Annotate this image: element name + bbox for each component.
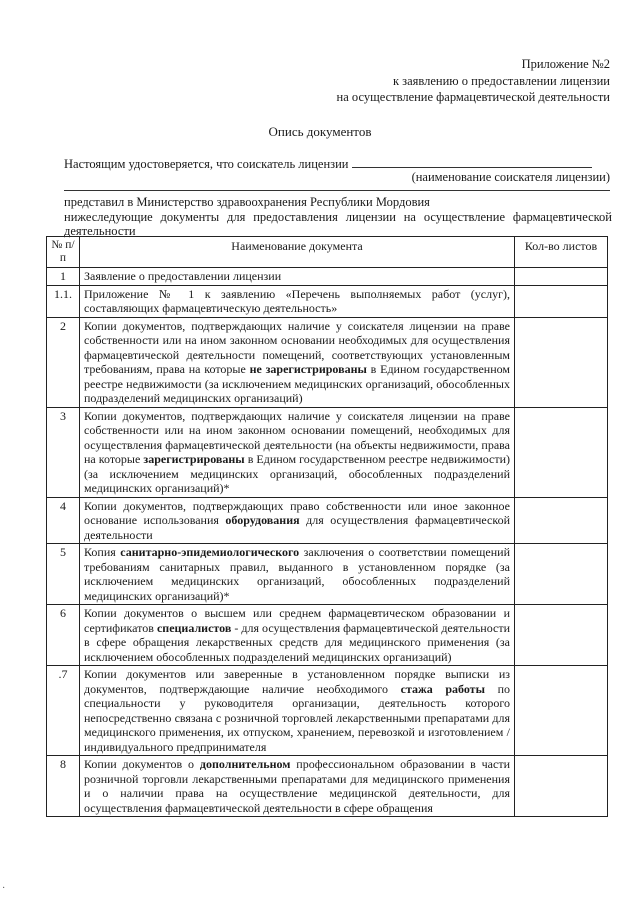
document-name-text: для осуществления фармацевтической деятельности xyxy=(84,513,511,542)
applicant-name-blank[interactable] xyxy=(352,156,592,168)
document-name-text: Копии документов о xyxy=(84,757,200,771)
document-name-text: Приложение № 1 к заявлению «Перечень выполняемых работ (услуг), составляющих фармацевтическую деятельность» xyxy=(84,286,510,315)
row-number: 5 xyxy=(47,544,80,605)
sheet-count-cell[interactable] xyxy=(515,544,608,605)
row-number: 6 xyxy=(47,605,80,666)
appendix-line-3: на осуществление фармацевтической деятельности xyxy=(336,90,610,104)
sheet-count-cell[interactable] xyxy=(515,605,608,666)
sheet-count-cell[interactable] xyxy=(515,666,608,756)
row-number: 8 xyxy=(47,756,80,817)
row-number: 1 xyxy=(47,268,80,286)
row-number: .7 xyxy=(47,666,80,756)
sheet-count-cell[interactable] xyxy=(515,317,608,407)
document-name-emphasis: специалистов xyxy=(156,620,232,635)
applicant-name-continuation-line xyxy=(64,190,610,191)
row-number: 2 xyxy=(47,317,80,407)
document-name xyxy=(80,497,515,544)
table-row xyxy=(47,497,608,544)
document-name-emphasis: дополнительном xyxy=(199,757,291,771)
applicant-caption: (наименование соискателя лицензии) xyxy=(411,170,610,184)
document-name xyxy=(80,756,515,817)
sheet-count-cell[interactable] xyxy=(515,285,608,317)
document-name-text: заключения о соответствии помещений требованиям санитарных правил, выданного в установленном порядке (за исключением медицинских организаций, обособленных подразделений медицинских организаций)* xyxy=(84,545,510,603)
table-header-row xyxy=(47,237,608,268)
document-name-text: в Едином государственном реестре недвижимости) (за исключением медицинских организаций, обособленных подразделений медицинских организаций)* xyxy=(84,452,510,495)
table-row xyxy=(47,544,608,605)
document-name xyxy=(80,666,515,756)
document-name xyxy=(80,285,515,317)
sheet-count-cell[interactable] xyxy=(515,268,608,286)
row-number: 3 xyxy=(47,407,80,497)
header-qty: Кол-во листов xyxy=(515,237,608,268)
document-name xyxy=(80,317,515,407)
table-body xyxy=(47,268,608,817)
appendix-line-2: к заявлению о предоставлении лицензии xyxy=(392,73,610,88)
appendix-header xyxy=(337,56,610,106)
page-title: Опись документов xyxy=(268,124,372,139)
row-number: 4 xyxy=(47,497,80,544)
following-text: нижеследующие документы для предоставления лицензии на осуществление фармацевтической деятельности xyxy=(64,210,612,238)
document-name-text: - для осуществления фармацевтической деятельности в сфере обращения лекарственных средств для медицинского применения (за исключением обособленных подразделений медицинских организаций) xyxy=(84,620,511,664)
certify-text: Настоящим удостоверяется, что соискатель лицензии xyxy=(64,157,349,171)
table-row xyxy=(47,317,608,407)
header-num: № п/п xyxy=(47,237,80,268)
table-row xyxy=(47,756,608,817)
document-name-text: Копии документов, подтверждающих право собственности или иное законное основание использования xyxy=(84,498,510,527)
document-name-text: Копии документов или заверенные в установленном порядке выписки из документов, подтверждающие наличие необходимого xyxy=(84,667,510,696)
document-name xyxy=(80,268,515,286)
scan-edge-mark: · xyxy=(2,883,6,894)
sheet-count-cell[interactable] xyxy=(515,407,608,497)
document-name-emphasis: не зарегистрированы xyxy=(249,362,367,376)
document-name-emphasis: санитарно-эпидемиологического xyxy=(120,545,300,559)
appendix-number: Приложение №2 xyxy=(521,57,610,71)
document-name-text: профессиональном образовании в части розничной торговли лекарственными препаратами для медицинского применения и о наличии права на осуществление медицинской деятельности, для осуществления фармацевтической деятельности в сфере обращения xyxy=(84,757,511,815)
table-row xyxy=(47,605,608,666)
document-name-text: Копии документов, подтверждающих наличие у соискателя лицензии на праве собственности или на ином законном основании необходимых для осуществления фармацевтической деятельности помещений, соответствующих установленным требованиям, права на которые xyxy=(84,318,510,376)
sheet-count-cell[interactable] xyxy=(515,756,608,817)
header-name: Наименование документа xyxy=(80,237,515,268)
document-name-text: Заявление о предоставлении лицензии xyxy=(84,269,282,283)
represented-text: представил в Министерство здравоохранения Республики Мордовия xyxy=(64,195,430,209)
row-number: 1.1. xyxy=(47,285,80,317)
document-name xyxy=(80,407,515,497)
document-name-text: по специальности у руководителя организации, деятельность которого непосредственно связана с розничной торговлей лекарственными препаратами для медицинского применения, их отпуском, хранением, перевозкой и изготовлением / индивидуального предпринимателя xyxy=(84,681,511,754)
table-row xyxy=(47,407,608,497)
document-name-emphasis: оборудования xyxy=(225,513,300,527)
document-name-emphasis: стажа работы xyxy=(400,681,485,696)
table-row xyxy=(47,666,608,756)
document-name-text: Копия xyxy=(84,545,121,559)
sheet-count-cell[interactable] xyxy=(515,497,608,544)
document-name xyxy=(80,605,515,666)
document-name xyxy=(80,544,515,605)
document-name-emphasis: зарегистрированы xyxy=(143,452,245,466)
document-name-text: Копии документов о высшем или среднем фармацевтическом образовании и сертификатов xyxy=(84,606,510,635)
documents-table xyxy=(46,236,608,817)
document-name-text: Копии документов, подтверждающих наличие у соискателя лицензии на праве собственности или на ином законном основании помещений, необходимых для осуществления фармацевтической деятельности (на объекты недвижимости, права на которые xyxy=(84,408,510,466)
table-row xyxy=(47,285,608,317)
document-name-text: в Едином государственном реестре недвижимости (за исключением медицинских организаций, обособленных подразделений медицинских организаций) xyxy=(84,362,510,405)
table-row xyxy=(47,268,608,286)
